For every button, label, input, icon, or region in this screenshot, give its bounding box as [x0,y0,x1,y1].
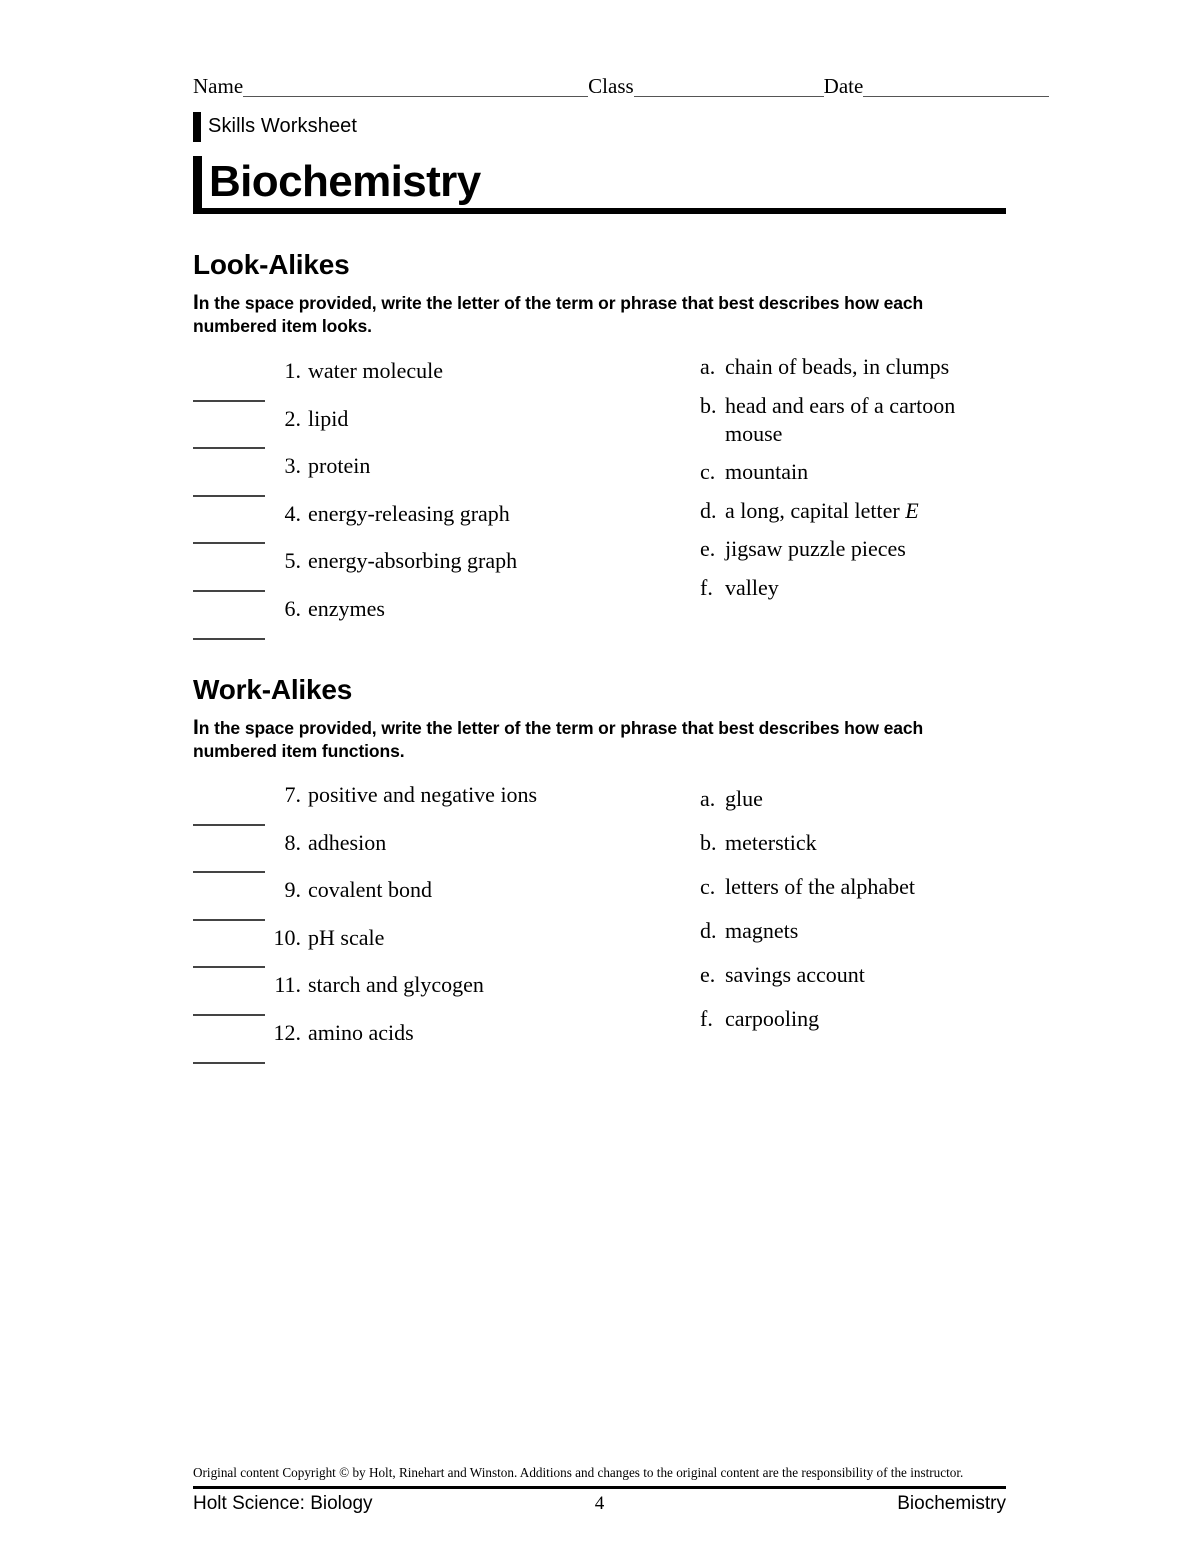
item-label: amino acids [308,1019,414,1045]
list-item [700,353,1000,381]
copyright-notice: Original content Copyright © by Holt, Rinehart and Winston. Additions and changes to the original content are the responsibility of the instructor. [193,1465,964,1480]
page-footer [193,1491,1006,1519]
footer-chapter-title: Biochemistry [897,1493,1006,1514]
item-number: 1. [284,358,301,383]
table-row [193,782,663,830]
item-label: protein [308,453,371,479]
answer-blank[interactable] [193,919,265,921]
option-label: carpooling [725,1006,820,1031]
list-item [700,1005,1000,1033]
footer-divider-rule [193,1486,1006,1489]
table-row [193,501,663,549]
item-label: covalent bond [308,877,433,903]
student-info-line [193,74,1006,100]
option-letter: c. [700,459,716,484]
option-letter: c. [700,874,716,899]
option-label: meterstick [725,830,817,855]
answer-blank[interactable] [193,447,265,449]
item-number: 3. [284,453,301,479]
table-row [193,453,663,501]
answer-blank[interactable] [193,400,265,402]
option-label: savings account [725,962,865,987]
item-number: 7. [284,782,301,807]
footer-book-title: Holt Science: Biology [193,1493,373,1514]
option-list-work-alikes [700,785,1000,1049]
table-row [193,830,663,878]
answer-blank[interactable] [193,871,265,873]
page-title: Biochemistry [209,157,481,206]
option-letter: f. [700,1006,713,1031]
instruction-dropcap-rest: n [198,293,210,313]
item-list-look-alikes [193,358,663,644]
title-underline-rule [193,208,1006,214]
list-item [700,497,1000,525]
date-label: Date [823,74,864,98]
section-heading-work-alikes: Work-Alikes [193,674,353,705]
instruction-dropcap-rest: n [198,718,210,738]
table-row [193,406,663,454]
item-number: 4. [284,500,301,526]
kicker-accent-bar [193,112,201,142]
table-row [193,877,663,925]
option-label [725,497,1000,525]
answer-blank[interactable] [193,966,265,968]
option-letter: a. [700,786,716,811]
table-row [193,1020,663,1068]
item-list-work-alikes [193,782,663,1068]
list-item [700,829,1000,857]
instruction-dropcap: I [193,716,199,739]
date-blank[interactable] [863,96,1049,97]
item-number: 8. [284,829,301,855]
list-item [700,785,1000,813]
option-label: letters of the alphabet [725,874,915,899]
page-number: 4 [594,1493,605,1514]
list-item [700,574,1000,602]
option-letter: d. [700,497,717,523]
item-number: 9. [284,877,301,903]
list-item [700,961,1000,989]
option-label: mountain [725,459,809,484]
item-number: 10. [273,924,301,950]
item-number: 11. [274,972,301,998]
item-label: positive and negative ions [308,782,538,807]
option-letter: e. [700,962,716,987]
answer-blank[interactable] [193,638,265,640]
answer-blank[interactable] [193,1014,265,1016]
option-label: glue [725,786,763,811]
option-label-italic: E [905,497,919,523]
option-letter: b. [700,392,717,418]
answer-blank[interactable] [193,590,265,592]
item-label: adhesion [308,829,387,855]
item-number: 6. [284,595,301,621]
item-number: 12. [273,1019,301,1045]
table-row [193,972,663,1020]
option-label: head and ears of a cartoon mouse [725,392,956,446]
item-label: water molecule [308,358,443,383]
instruction-body: the space provided, write the letter of the term or phrase that best describes how each numbered item looks. [193,293,924,336]
answer-blank[interactable] [193,542,265,544]
list-item [700,873,1000,901]
item-label: enzymes [308,595,385,621]
answer-blank[interactable] [193,495,265,497]
table-row [193,596,663,644]
title-accent-bar [193,156,202,214]
item-label: pH scale [308,924,385,950]
list-item [700,535,1000,563]
answer-blank[interactable] [193,824,265,826]
table-row [193,925,663,973]
table-row [193,358,663,406]
option-letter: d. [700,918,717,943]
answer-blank[interactable] [193,1062,265,1064]
list-item [700,458,1000,486]
item-label: starch and glycogen [308,972,484,998]
option-letter: e. [700,536,716,561]
item-label: energy-absorbing graph [308,548,518,574]
option-letter: f. [700,574,713,600]
item-number: 5. [284,548,301,574]
table-row [193,548,663,596]
name-blank[interactable] [243,96,588,97]
option-label: jigsaw puzzle pieces [725,536,906,561]
option-label: chain of beads, in clumps [725,354,950,379]
section-instructions-look-alikes [193,291,983,338]
list-item [700,917,1000,945]
option-label: valley [725,574,779,600]
class-blank[interactable] [634,96,824,97]
instruction-body: the space provided, write the letter of the term or phrase that best describes how each numbered item functions. [193,718,924,761]
option-letter: b. [700,830,717,855]
worksheet-kicker: Skills Worksheet [208,115,358,137]
section-heading-look-alikes: Look-Alikes [193,249,350,280]
instruction-dropcap: I [193,291,199,314]
name-label: Name [193,74,244,98]
section-instructions-work-alikes [193,716,983,763]
item-label: energy-releasing graph [308,500,510,526]
list-item [700,392,1000,448]
option-label-text: a long, capital letter [725,497,906,523]
item-number: 2. [284,405,301,431]
option-letter: a. [700,354,716,379]
class-label: Class [588,74,634,98]
option-label: magnets [725,918,799,943]
item-label: lipid [308,405,349,431]
option-list-look-alikes [700,353,1000,612]
